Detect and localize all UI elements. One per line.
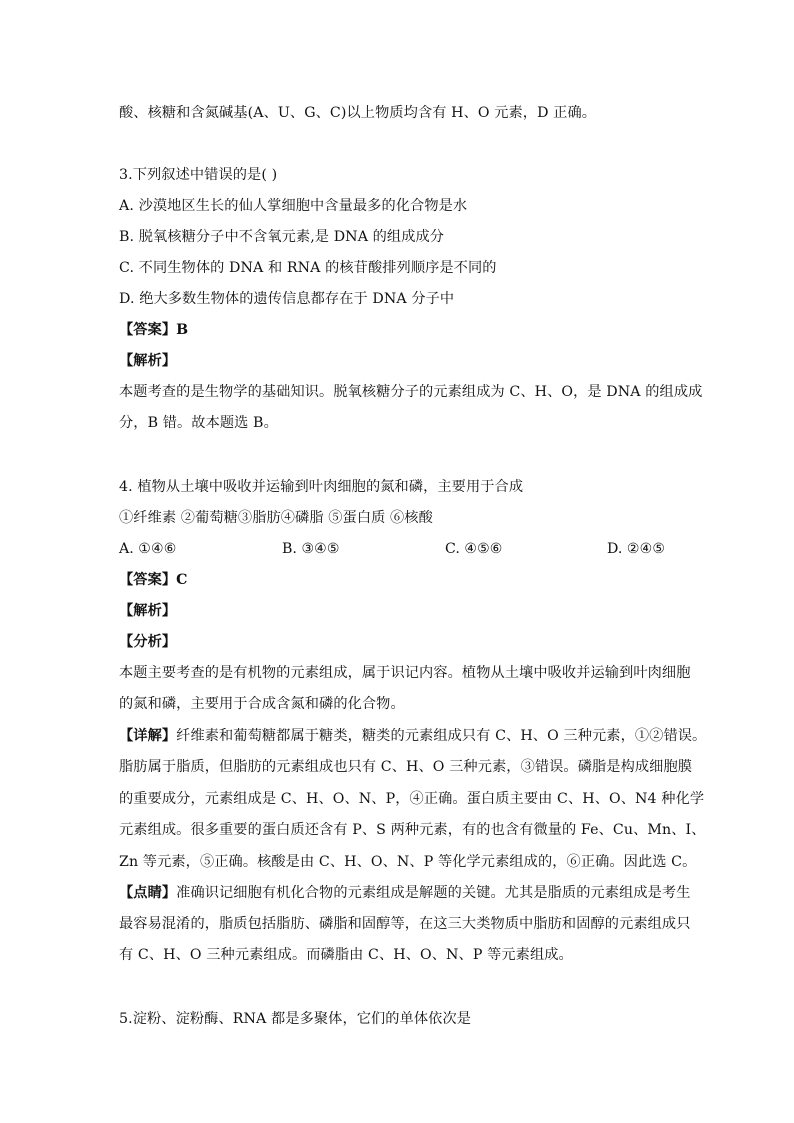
q4-detail-text-1: 纤维素和葡萄糖都属于糖类，糖类的元素组成只有 C、H、O 三种元素，①②错误。 [176, 728, 707, 744]
q4-dianjing-line-3: 有 C、H、O 三种元素组成。而磷脂由 C、H、O、N、P 等元素组成。 [119, 947, 573, 963]
q4-fenxi-label: 【分析】 [119, 634, 177, 650]
q3-option-a: A. 沙漠地区生长的仙人掌细胞中含量最多的化合物是水 [119, 198, 468, 214]
q4-detail-label: 【详解】 [119, 728, 177, 744]
q4-detail-line-1 [119, 726, 707, 746]
q4-fenxi-line-1: 本题主要考查的是有机物的元素组成，属于识记内容。植物从土壤中吸收并运输到叶肉细胞 [119, 665, 691, 681]
q4-detail-line-4: 元素组成。很多重要的蛋白质还含有 P、S 两种元素，有的也含有微量的 Fe、Cu、Mn、I、 [119, 822, 706, 838]
q4-option-d: D. ②④⑤ [607, 541, 666, 557]
q4-detail-line-5: Zn 等元素，⑤正确。核酸是由 C、H、O、N、P 等化学元素组成的，⑥正确。因此选 C。 [119, 854, 697, 870]
q4-option-c: C. ④⑤⑥ [445, 541, 503, 557]
q3-analysis-label: 【解析】 [119, 353, 177, 369]
q3-option-b: B. 脱氧核糖分子中不含氧元素,是 DNA 的组成成分 [119, 229, 445, 245]
q4-analysis-label: 【解析】 [119, 603, 177, 619]
q4-detail-line-3: 的重要成分，元素组成是 C、H、O、N、P，④正确。蛋白质主要由 C、H、O、N4 种化学 [119, 791, 705, 807]
q5-stem: 5.淀粉、淀粉酶、RNA 都是多聚体，它们的单体依次是 [119, 1011, 472, 1027]
q4-dianjing-line-1 [119, 883, 691, 903]
q4-detail-line-2: 脂肪属于脂质，但脂肪的元素组成也只有 C、H、O 三种元素，③错误。磷脂是构成细胞膜 [119, 759, 693, 775]
q3-answer: 【答案】B [119, 322, 189, 338]
q4-option-a: A. ①④⑥ [119, 541, 177, 557]
q3-stem: 3.下列叙述中错误的是( ) [119, 167, 278, 183]
q4-dianjing-line-2: 最容易混淆的，脂质包括脂肪、磷脂和固醇等，在这三大类物质中脂肪和固醇的元素组成只 [119, 916, 691, 932]
q4-stem: 4. 植物从土壤中吸收并运输到叶肉细胞的氮和磷，主要用于合成 [119, 479, 524, 495]
q4-dianjing-label: 【点睛】 [119, 885, 177, 901]
q4-answer: 【答案】C [119, 572, 188, 588]
q3-analysis-line-1: 本题考查的是生物学的基础知识。脱氧核糖分子的元素组成为 C、H、O，是 DNA 的组成成 [119, 384, 703, 400]
q4-fenxi-line-2: 的氮和磷，主要用于合成含氮和磷的化合物。 [119, 696, 405, 712]
q4-option-b: B. ③④⑤ [282, 541, 340, 557]
previous-answer-tail: 酸、核糖和含氮碱基(A、U、G、C)以上物质均含有 H、O 元素，D 正确。 [119, 105, 597, 121]
q3-option-c: C. 不同生物体的 DNA 和 RNA 的核苷酸排列顺序是不同的 [119, 260, 497, 276]
q3-option-d: D. 绝大多数生物体的遗传信息都存在于 DNA 分子中 [119, 291, 455, 307]
q4-items: ①纤维素 ②葡萄糖③脂肪④磷脂 ⑤蛋白质 ⑥核酸 [119, 510, 433, 526]
q4-dianjing-text-1: 准确识记细胞有机化合物的元素组成是解题的关键。尤其是脂质的元素组成是考生 [176, 885, 691, 901]
q3-analysis-line-2: 分，B 错。故本题选 B。 [119, 415, 278, 431]
